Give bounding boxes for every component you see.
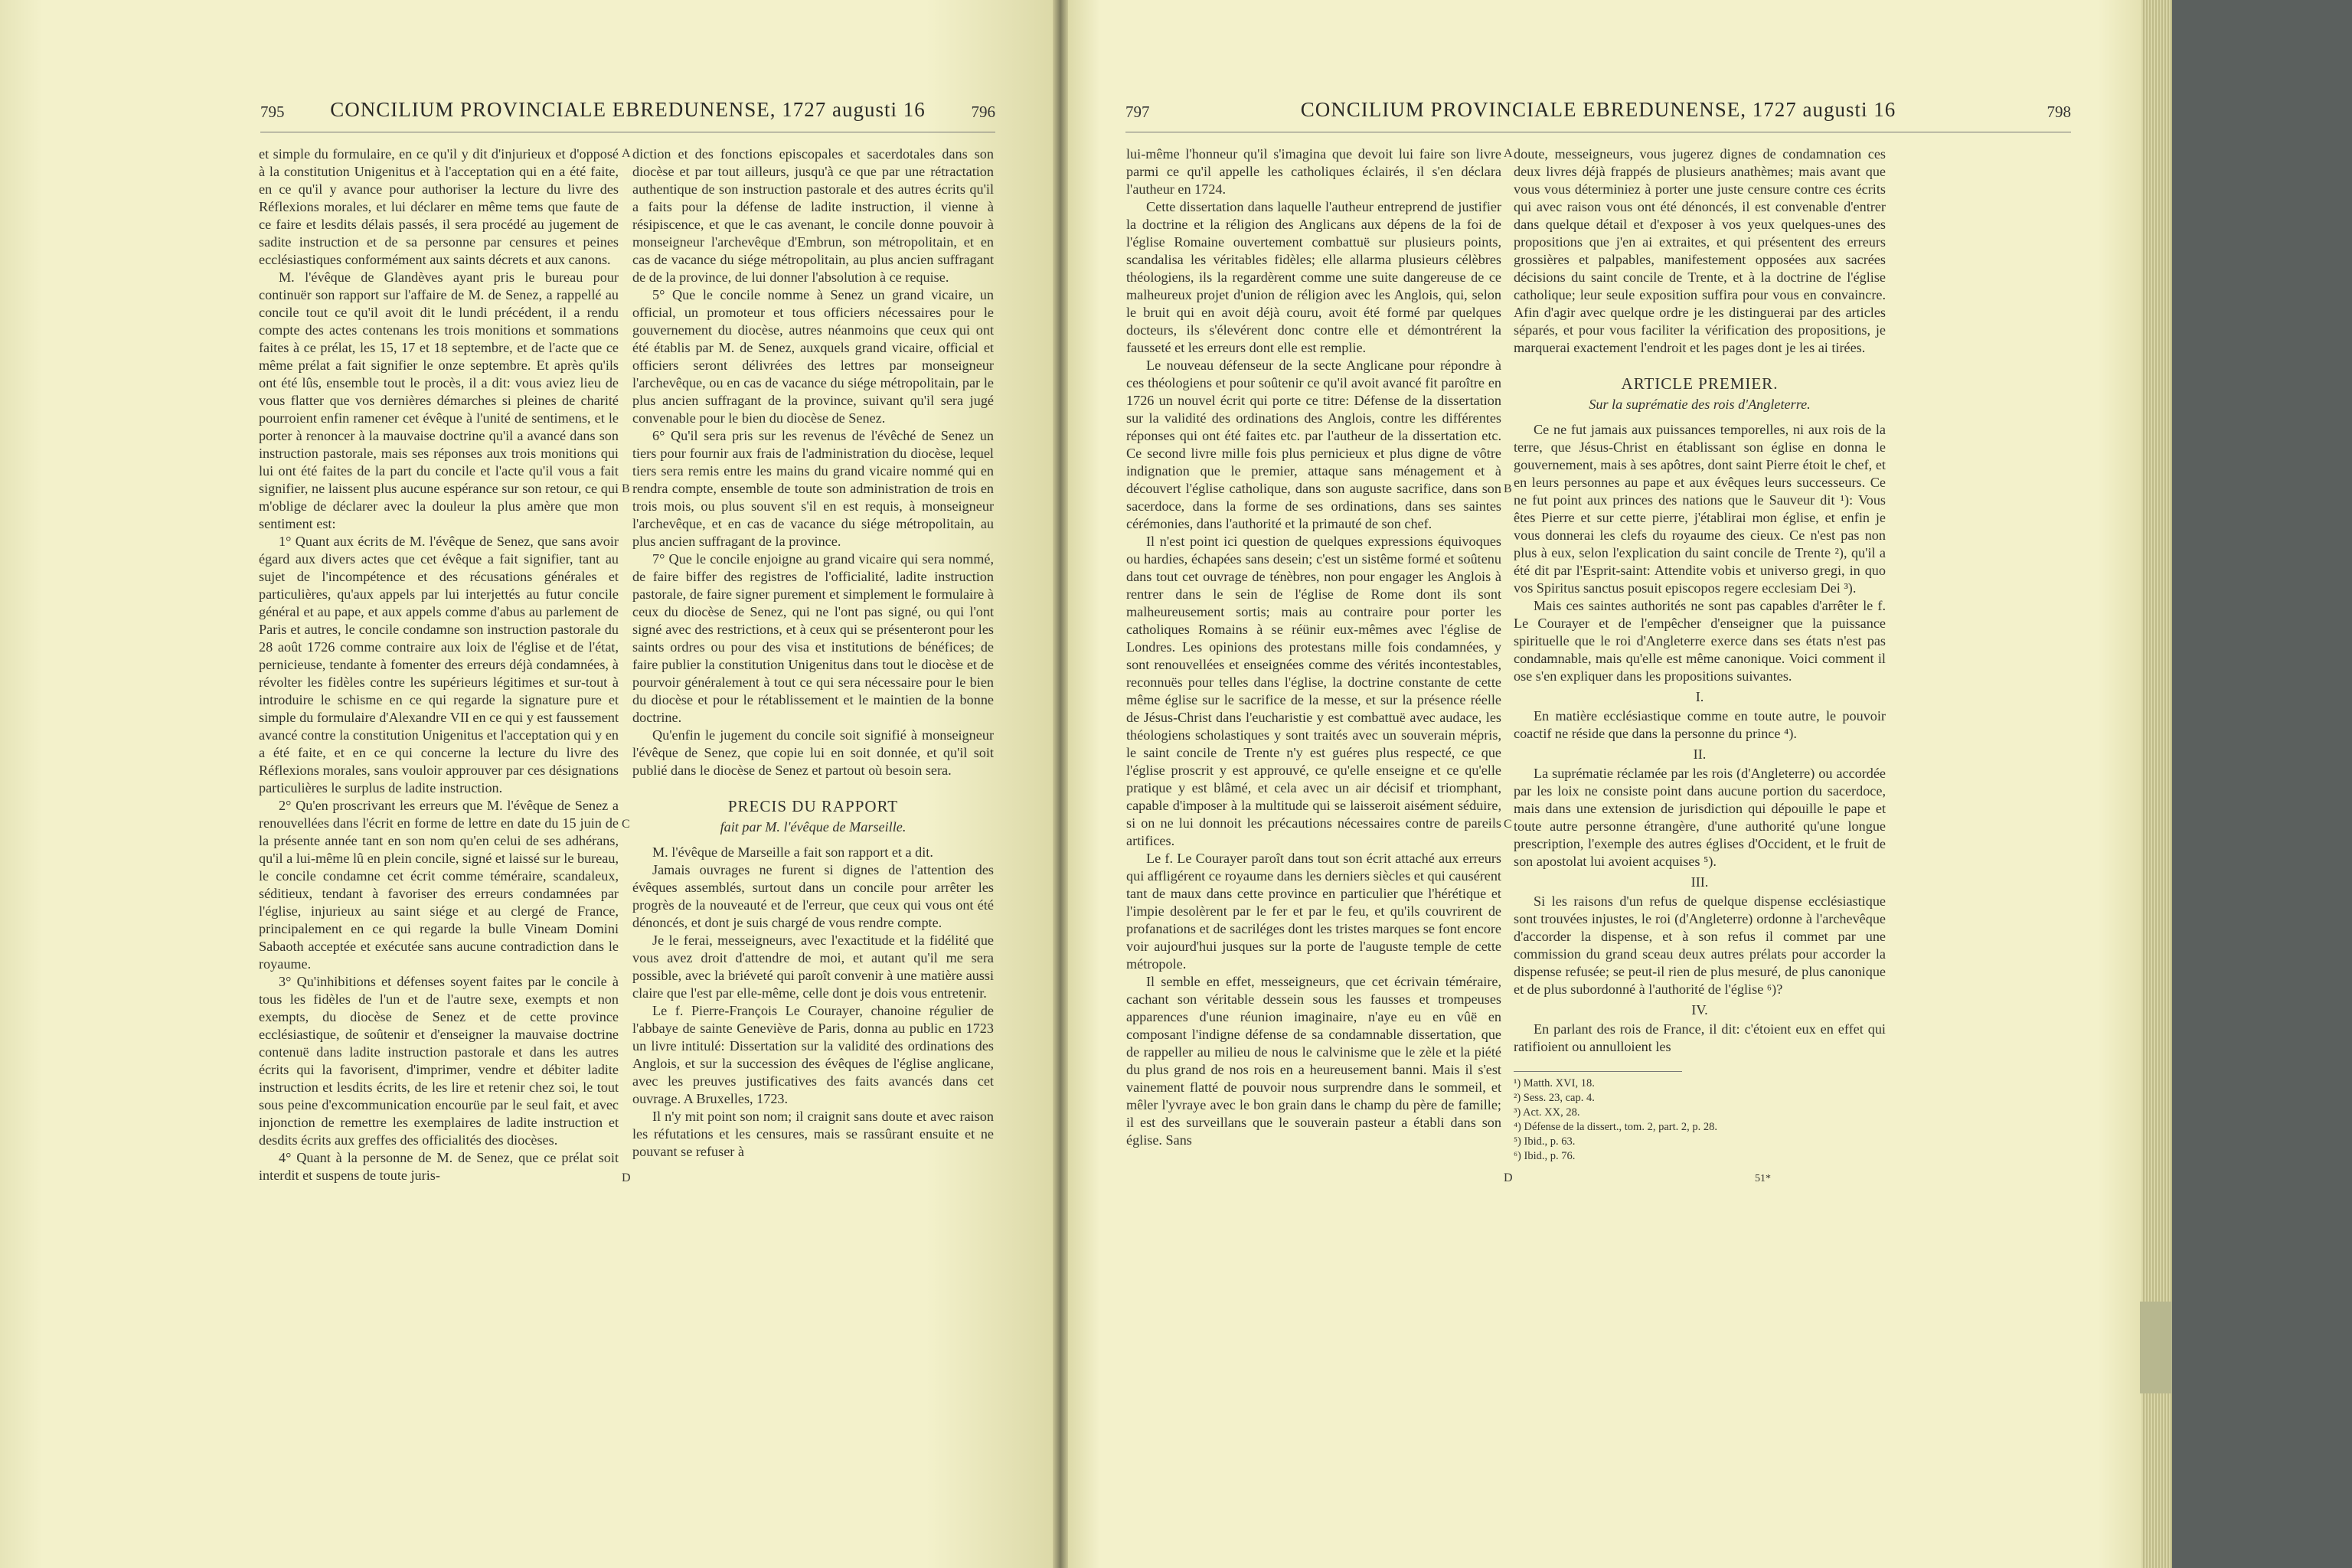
- paragraph: Il n'y mit point son nom; il craignit sans doute et avec raison les réfutations et les censures, mais se rassûrant ensuite et ne pouvant se refuser à: [632, 1109, 994, 1159]
- paragraph: En matière ecclésiastique comme en toute autre, le pouvoir coactif ne réside que dans la personne du prince ⁴).: [1514, 708, 1886, 741]
- book-gutter: [1053, 0, 1068, 1568]
- page-number: 796: [971, 103, 995, 121]
- page-number: 797: [1125, 103, 1150, 121]
- paragraph: M. l'évêque de Glandèves ayant pris le bureau pour continuër son rapport sur l'affaire de M. de Senez, a rappellé au concile tout ce qu'il avoit dit le lundi précédent, il a rendu compte des actes contenans les trois monitions et sommations faites à ce prélat, les 15, 17 et 18 septembre, et de l'acte que ce même prélat a fait signifier le onze septembre. Et après qu'ils ont été lûs, ensemble tout le procès, il a dit: vous aviez lieu de vous flatter que vos dernières démarches si pleines de charité pourroient enfin ramener cet évêque à l'unité de sentimens, et le porter à renoncer à la mauvaise doctrine qu'il a avancé dans son instruction pastorale, mais ses réponses aux trois monitions qui lui ont été faites de la part du concile et l'acte qu'il vous a fait signifier, ne laissent plus aucune espérance sur son retour, ce qui m'oblige de déclarer avec la douleur la plus amère que mon sentiment est:: [259, 270, 619, 531]
- paragraph: Qu'enfin le jugement du concile soit signifié à monseigneur l'évêque de Senez, que copie lui en soit donnée, et qu'il soit publié dans le diocèse de Senez et partout où besoin sera.: [632, 727, 994, 778]
- paragraph: Le f. Le Courayer paroît dans tout son écrit attaché aux erreurs qui affligérent ce royaume dans les derniers siècles et qui causérent tant de maux dans cette province en particulier que l'hérétique et l'impie desolèrent par le fer et par le feu, et qu'ils couvrirent de profanations et de sacriléges dont les tristes marques se font encore voir aujourd'hui jusques sur la porte de l'auguste temple de cette métropole.: [1126, 851, 1501, 972]
- proposition-number: III.: [1690, 874, 1709, 890]
- right-column-1: [1126, 145, 1501, 1149]
- paragraph: Cette dissertation dans laquelle l'autheur entreprend de justifier la doctrine et la réligion des Anglicans aux dépens de la foi de l'église Romaine ouvertement combattuë sur plusieurs points, scandalisa les véritables fidèles; elle allarma plusieurs célèbres théologiens, ils la regardèrent comme une suite dangereuse de ce malheureux projet d'union de réligion avec les Anglois, qui, selon le bruit qui en avoit déjà couru, avoit été formé par quelques docteurs, ils s'élevérent donc contre elle et démontrérent la fausseté et les erreurs dont elle est remplie.: [1126, 199, 1501, 355]
- paragraph: 7° Que le concile enjoigne au grand vicaire qui sera nommé, de faire biffer des registres de l'officialité, ladite instruction pastorale, de faire signer purement et simplement le formulaire à ceux du diocèse de Senez, qui ne l'ont pas signé, ou qui l'ont signé avec des restrictions, et à ceux qui se présenteront pour les saints ordres ou pour des visa et institutions de bénéfices; de faire publier la constitution Unigenitus dans tout le diocèse et de pourvoir généralement à tout ce qui sera nécessaire pour le bien du diocèse et pour le rétablissement et le maintien de la bonne doctrine.: [632, 551, 994, 725]
- bookmark-tab: [2140, 1302, 2174, 1393]
- paragraph: Il semble en effet, messeigneurs, que cet écrivain téméraire, cachant son véritable dessein sous les fausses et trompeuses apparences d'une réunion imaginaire, n'aye eu en vûë en composant l'indigne défense de sa condamnable dissertation, que de rappeller au milieu de nous le calvinisme que le zèle et la piété du plus grand de nos rois en a heureusement banni. Mais il s'est vainement flatté de pouvoir nous surprendre dans le sommeil, et mêler l'yvraye avec le bon grain dans le champ du père de famille; il est des surveillans que le souverain pasteur a établi dans son église. Sans: [1126, 974, 1501, 1148]
- paragraph: 2° Qu'en proscrivant les erreurs que M. l'évêque de Senez a renouvellées dans l'écrit en forme de lettre en date du 15 juin de la présente année tant en son nom qu'en celui de ses adhérans, qu'il a lui-même lû en plein concile, signé et laissé sur le bureau, le concile condamne cet écrit comme téméraire, scandaleux, séditieux, tendant à favoriser des erreurs condamnées par l'église, injurieux au saint siége et au clergé de France, principalement en ce qui regarde la bulle Vineam Domini Sabaoth acceptée et exécutée sans aucune contradiction dans le royaume.: [259, 798, 619, 972]
- left-page-header: [260, 98, 995, 129]
- paragraph: Le nouveau défenseur de la secte Anglicane pour répondre à ces théologiens et pour soûtenir ce qu'il avoit avancé fit paroître en 1726 un nouvel écrit qui porte ce titre: Défense de la dissertation sur la validité des ordinations des Anglois, contre les différentes réponses qui ont été faites etc. par l'autheur de la dissertation etc. Ce second livre mille fois plus pernicieux et plus digne de vôtre indignation que le premier, attaque sans ménagement et à découvert l'église catholique, dans son auguste sacrifice, dans son sacerdoce, dans la forme de ses ordinations, dans ses saintes cérémonies, dans l'authorité et la primauté de son chef.: [1126, 358, 1501, 531]
- footnote: ³) Act. XX, 28.: [1514, 1106, 1580, 1119]
- left-column-1: [259, 145, 619, 1184]
- margin-letter: D: [1504, 1171, 1513, 1184]
- proposition-number: I.: [1695, 689, 1704, 704]
- section-subheading: fait par M. l'évêque de Marseille.: [720, 819, 906, 835]
- section-subheading: Sur la suprématie des rois d'Angleterre.: [1589, 397, 1811, 412]
- paragraph: 5° Que le concile nomme à Senez un grand vicaire, un official, un promoteur et tous officiers nécessaires pour le gouvernement du diocèse, autres néanmoins que ceux qui ont été établis par M. de Senez, auxquels grand vicaire, official et officiers seront délivrées des lettres par monseigneur l'archevêque, ou en cas de vacance du siége métropolitain, par le plus ancien suffragant de la province, suivant qu'il sera jugé convenable pour le bien du diocèse de Senez.: [632, 287, 994, 426]
- left-column-2: [632, 145, 994, 1161]
- paragraph: M. l'évêque de Marseille a fait son rapport et a dit.: [652, 844, 933, 860]
- right-page-header: [1125, 98, 2071, 129]
- paragraph: La suprématie réclamée par les rois (d'Angleterre) ou accordée par les loix ne consiste point dans aucune portion du sacerdoce, mais dans une extension de jurisdiction qui dépouille le pape et toute autre personne étrangère, d'une authorité qu'une longue prescription, l'exemple des autres églises d'Occident, et le fruit de son apostolat lui avoient acquises ⁵).: [1514, 766, 1886, 869]
- footnote: ⁶) Ibid., p. 76.: [1514, 1150, 1576, 1162]
- margin-letter: A: [1504, 147, 1513, 160]
- proposition-number: IV.: [1691, 1002, 1708, 1018]
- margin-letter: B: [622, 482, 630, 495]
- paragraph: Mais ces saintes authorités ne sont pas capables d'arrêter le f. Le Courayer et de l'empêcher d'enseigner que la puissance spirituelle que le roi d'Angleterre exerce dans ses états n'est pas condamnable, mais qu'elle est même canonique. Voici comment il ose s'en expliquer dans les propositions suivantes.: [1514, 598, 1886, 684]
- paragraph: et simple du formulaire, en ce qu'il y dit d'injurieux et d'opposé à la constitution Unigenitus et à l'acceptation qui en a été faite, en ce qu'il y avance pour authoriser la lecture du livre des Réflexions morales, et lui déclarer en même tems que faute de ce faire et lesdits délais passés, il sera procédé au jugement de sadite instruction et de sa personne par censures et peines ecclésiastiques conformément aux saints décrets et aux canons.: [259, 146, 619, 267]
- footnote: ²) Sess. 23, cap. 4.: [1514, 1092, 1595, 1104]
- running-title: CONCILIUM PROVINCIALE EBREDUNENSE, 1727 augusti 16: [1300, 98, 1896, 121]
- paragraph: Je le ferai, messeigneurs, avec l'exactitude et la fidélité que vous avez droit d'attendre de moi, et autant qu'il me sera possible, avec la briéveté qui paroît convenir à une matière aussi claire que l'est par elle-même, celle dont je dois vous entretenir.: [632, 933, 994, 1001]
- proposition-number: II.: [1693, 746, 1707, 762]
- margin-letter: C: [622, 818, 630, 831]
- margin-letter: B: [1504, 482, 1512, 495]
- running-title: CONCILIUM PROVINCIALE EBREDUNENSE, 1727 augusti 16: [330, 98, 926, 121]
- right-page: [1068, 0, 2141, 1568]
- signature-mark: 51*: [1755, 1173, 1771, 1184]
- footnotes: [1514, 1071, 1886, 1186]
- scanner-backdrop: [2172, 0, 2352, 1568]
- paragraph: doute, messeigneurs, vous jugerez dignes de condamnation ces deux livres déjà frappés de plusieurs anathèmes; mais avant que vous vous déterminiez à porter une juste censure contre ces écrits qui avec raison vous ont été dénoncés, il est convenable d'entrer dans quelque détail et d'exposer à vos yeux quelques-unes des propositions que j'en ai extraites, et qui présentent des erreurs grossières et palpables, manifestement opposées aux sacrées décisions du saint concile de Trente, et à la doctrine de l'église catholique; leur seule exposition suffira pour vous en convaincre. Afin d'agir avec quelque ordre je les distinguerai par des articles séparés, et pour vous faciliter la vérification des propositions, je marquerai exactement l'endroit et les pages dont je les ai tirées.: [1514, 146, 1886, 355]
- paragraph: Ce ne fut jamais aux puissances temporelles, ni aux rois de la terre, que Jésus-Christ en établissant son église en donna le gouvernement, mais à ses apôtres, dont saint Pierre étoit le chef, et en leurs personnes au pape et aux évêques leurs successeurs. Ce ne fut point aux princes des nations que le Sauveur dit ¹): Vous êtes Pierre et sur cette pierre, j'établirai mon église, et enfin je vous donnerai les clefs du royaume des cieux. Ce n'est pas non plus à eux, selon l'explication du saint concile de Trente ²), qu'il a été dit par l'Esprit-saint: Attendite vobis et universo gregi, in quo vos Spiritus sanctus posuit episcopos regere ecclesiam Dei ³).: [1514, 422, 1886, 596]
- paragraph: Si les raisons d'un refus de quelque dispense ecclésiastique sont trouvées injustes, le roi (d'Angleterre) ordonne à l'archevêque d'accorder la dispense, et à son refus il commet par une commission du grand sceau deux autres prélats pour accorder la dispense refusée; se peut-il rien de plus mesuré, de plus canonique et de plus subordonné à l'authorité de l'église ⁶)?: [1514, 893, 1886, 997]
- footnote: ⁴) Défense de la dissert., tom. 2, part. 2, p. 28.: [1514, 1121, 1717, 1133]
- paragraph: 1° Quant aux écrits de M. l'évêque de Senez, que sans avoir égard aux divers actes que cet évêque a fait signifier, tant au sujet de l'incompétence et des récusations générales et particulières, qu'aux appels par lui interjettés au futur concile général et au pape, et aux appels comme d'abus au parlement de Paris et autres, le concile condamne son instruction pastorale du 28 août 1726 comme contraire aux loix de l'église et de l'état, pernicieuse, tendante à fomenter des erreurs déjà condamnées, à révolter les fidèles contre les supérieurs légitimes et sur-tout à introduire le schisme en ce qui regarde la signature pure et simple du formulaire d'Alexandre VII en ce qui y est faussement avancé contre la constitution Unigenitus et l'acceptation qui y en a été faite, et en ce qui concerne la lecture du livre des Réflexions morales, sans vouloir approuver par ces désignations particulières le surplus de ladite instruction.: [259, 534, 619, 795]
- paragraph: diction et des fonctions episcopales et sacerdotales dans son diocèse et par tout ailleurs, jusqu'à ce que par une rétractation authentique de son instruction pastorale et des autres écrits qu'il a faits pour la défense de ladite instruction, il vienne à résipiscence, et que le cas avenant, le concile donne pouvoir à monseigneur l'archevêque d'Embrun, son métropolitain, et en cas de vacance du siége métropolitain, au plus ancien suffragant de de la province, de lui donner l'absolution à ce requise.: [632, 146, 994, 285]
- section-heading: PRECIS DU RAPPORT: [727, 797, 899, 815]
- page-number: 795: [260, 103, 285, 121]
- margin-letter: D: [622, 1171, 631, 1184]
- section-heading: ARTICLE PREMIER.: [1621, 374, 1779, 393]
- paragraph: En parlant des rois de France, il dit: c'étoient eux en effet qui ratifioient ou annulloient les: [1514, 1021, 1886, 1054]
- paragraph: 6° Qu'il sera pris sur les revenus de l'évêché de Senez un tiers pour fournir aux frais de l'administration du diocèse, lequel tiers sera remis entre les mains du grand vicaire nommé qui en rendra compte, ensemble de toute son administration de trois en trois mois, ou plus souvent s'il en est requis, à monseigneur l'archevêque, et en cas de vacance du siége métropolitain, au plus ancien suffragant de la province.: [632, 428, 994, 549]
- footnote: ¹) Matth. XVI, 18.: [1514, 1077, 1595, 1089]
- paragraph: Il n'est point ici question de quelques expressions équivoques ou hardies, échapées sans desein; c'est un sistême formé et soûtenu dans tout cet ouvrage de ténèbres, non pour engager les Anglois à rentrer dans le sein de l'église de Rome dont ils sont malheureusement sortis; mais au contraire pour porter les catholiques Romains à se réünir eux-mêmes avec l'église de Londres. Les opinions des protestans mille fois condamnées, y sont renouvellées et enseignées comme des vérités incontestables, reconnuës pour telles dans l'église, la doctrine constante de cette même église sur le sacrifice de la messe, et sur la présence réelle de Jésus-Christ dans l'eucharistie y est combattuë avec audace, les théologiens scholastiques y sont traités avec un souverain mépris, le saint concile de Trente n'y est guéres plus respecté, ce que l'église proscrit y est approuvé, ce qu'elle enseigne et ce qu'elle pratique y est blâmé, et cela avec un air décisif et triomphant, capable d'imposer à la multitude qui se laisseroit aisément séduire, si on ne lui donnoit les précautions nécessaires contre de pareils artifices.: [1126, 534, 1501, 848]
- margin-letter: A: [622, 147, 631, 160]
- paragraph: lui-même l'honneur qu'il s'imagina que devoit lui faire son livre parmi ce qu'il appelle les catholiques éclairés, il s'en déclara l'autheur en 1724.: [1126, 146, 1501, 197]
- footnote: ⁵) Ibid., p. 63.: [1514, 1135, 1576, 1148]
- paragraph: Le f. Pierre-François Le Courayer, chanoine régulier de l'abbaye de sainte Geneviève de Paris, donna au public en 1723 un livre intitulé: Dissertation sur la validité des ordinations des Anglois, et sur la succession des évêques de l'église anglicane, avec les preuves justificatives des faits avancés dans cet ouvrage. A Bruxelles, 1723.: [632, 1003, 994, 1106]
- margin-letter: C: [1504, 818, 1512, 831]
- paragraph: 3° Qu'inhibitions et défenses soyent faites par le concile à tous les fidèles de l'un et de l'autre sexe, exempts et non exempts, du diocèse de Senez et de cette province ecclésiastique, de soûtenir et d'enseigner la mauvaise doctrine contenuë dans ladite instruction pastorale et dans les autres écrits qui la favorisent, d'imprimer, vendre et débiter ladite instruction et lesdits écrits, de les lire et retenir chez soi, le tout sous peine d'excommunication encourüe par le seul fait, et avec injonction de remettre les exemplaires de ladite instruction et desdits écrits aux greffes des officialités des diocèses.: [259, 974, 619, 1148]
- right-column-2: [1514, 145, 1886, 1186]
- page-number: 798: [2047, 103, 2071, 121]
- paragraph: Jamais ouvrages ne furent si dignes de l'attention des évêques assemblés, surtout dans un concile pour arrêter les progrès de la nouveauté et de l'erreur, que ceux qui vous ont été dénoncés, et dont je suis chargé de vous rendre compte.: [632, 862, 994, 930]
- footnote-rule: [1514, 1071, 1682, 1072]
- left-page: [0, 0, 1053, 1568]
- paragraph: 4° Quant à la personne de M. de Senez, que ce prélat soit interdit et suspens de toute juris-: [259, 1150, 619, 1183]
